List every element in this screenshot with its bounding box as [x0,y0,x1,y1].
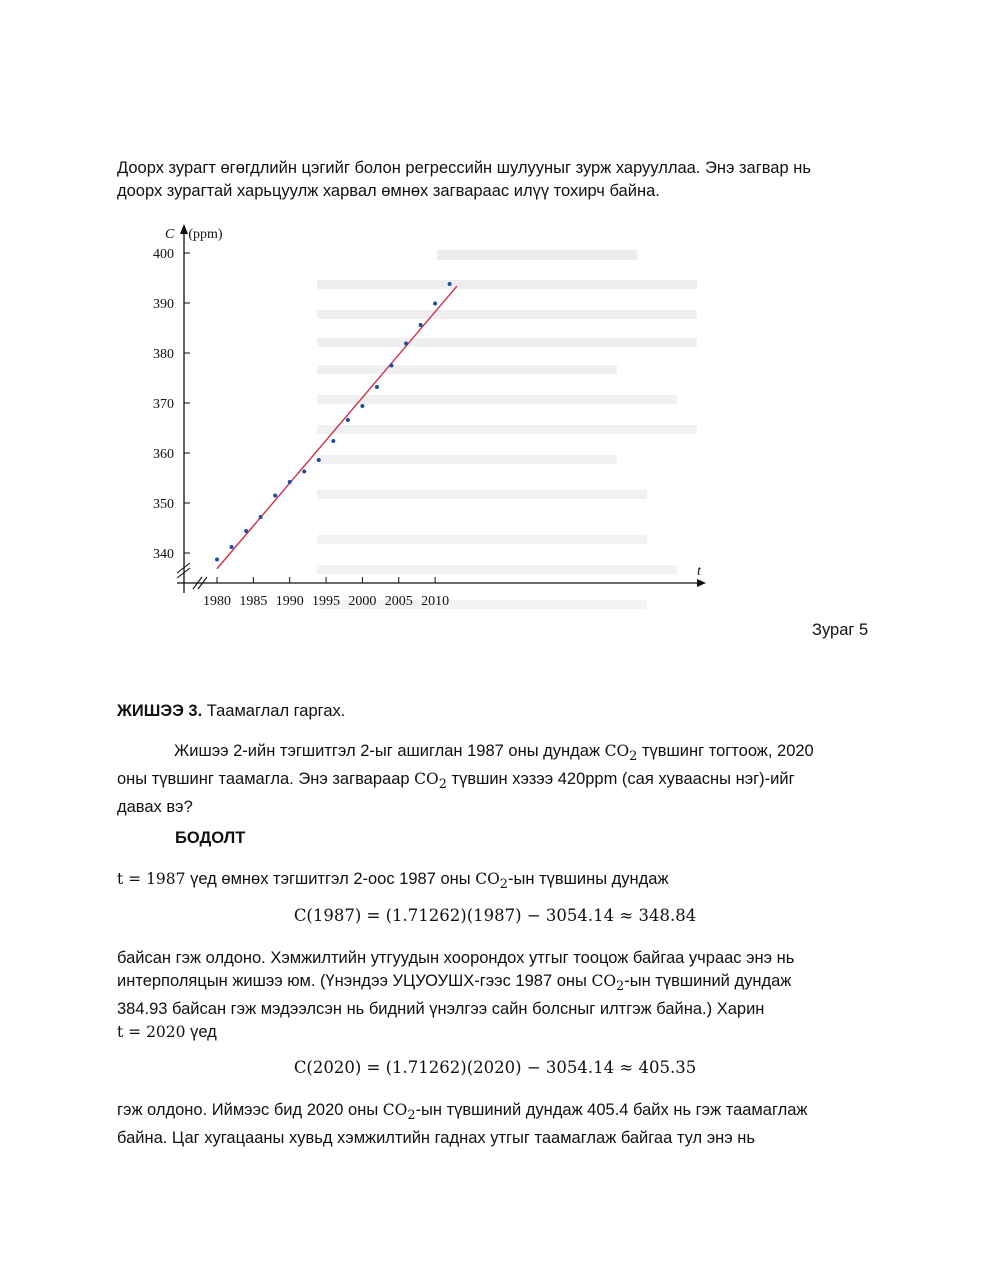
co2-scatter-chart [117,210,717,620]
solution-p3-a: гэж олдоно. Иймээс бид 2020 оны [117,1101,383,1119]
co2-text: CO [475,870,500,888]
x-tick-label: 2010 [421,594,450,609]
solution-line-1 [117,868,877,896]
intro-line-2: доорх зурагтай харьцуулж харвал өмнөх загвараас илүү тохирч байна. [117,182,660,200]
co2-symbol [382,1101,416,1124]
data-point [230,545,234,549]
y-tick-label: 350 [153,497,174,512]
bleed-through-background [317,250,697,609]
co2-sub: 2 [438,777,447,793]
x-tick-label: 1985 [239,594,268,609]
data-point [317,458,321,462]
y-axis-label [165,227,223,242]
data-point [244,529,248,533]
co2-symbol [604,742,638,765]
y-axis-variable: C [165,227,175,242]
solution-p2-a: байсан гэж олдоно. Хэмжилтийн утгуудын хоорондох утгыг тооцож байгаа учраас энэ нь [117,949,795,967]
co2-symbol [475,870,509,893]
y-tick-label: 340 [153,547,174,562]
example-heading [117,700,877,723]
x-axis-arrow [697,579,706,587]
x-tick-label: 2000 [348,594,377,609]
y-axis-unit: (ppm) [188,227,223,242]
figure-caption: Зураг 5 [812,621,869,639]
solution-p2-c: -ын түвшиний дундаж [624,972,792,990]
co2-sub: 2 [499,877,509,893]
co2-symbol [591,972,625,995]
co2-text: CO [591,972,617,990]
example-text-e: давах вэ? [117,798,193,817]
intro-line-1: Доорх зурагт өгөгдлийн цэгийг болон регрессийн шулууныг зурж харууллаа. Энэ загвар нь [117,159,811,177]
data-point [288,480,292,484]
data-point [448,282,452,286]
solution-p2-e: үед [185,1023,217,1042]
x-tick-label: 1990 [275,594,304,609]
co2-sub: 2 [616,979,625,995]
example-text-a: Жишээ 2-ийн тэгшитгэл 2-ыг ашиглан 1987 оны дундаж [174,742,605,760]
data-point [404,342,408,346]
co2-symbol [414,770,447,793]
co2-text: CO [382,1101,408,1119]
co2-sub: 2 [629,749,638,765]
data-point [215,558,219,562]
solution-p2-d: 384.93 байсан гэж мэдээлсэн нь бидний үнэлгээ сайн болсныг илтгэж байна.) Харин [117,1000,765,1019]
example-text-d: түвшин хэзээ 420ppm (сая хуваасны нэг)-ийг [446,770,795,789]
solution-paragraph-2 [117,947,877,1044]
y-tick-label: 370 [153,397,174,412]
t-1987: t = 1987 [117,870,186,888]
data-point [331,439,335,443]
y-tick-label: 360 [153,447,174,462]
data-point [375,385,379,389]
co2-text: CO [414,770,439,789]
example-text-c: оны түвшинг таамагла. Энэ загвараар [117,770,415,789]
data-point [346,418,350,422]
data-point [389,364,393,368]
solution-p2-b: интерполяцын жишээ юм. (Үнэндээ УЦУОУШХ-гээс 1987 оны [117,972,592,990]
x-tick-label: 1995 [312,594,341,609]
data-point [433,302,437,306]
data-point [419,323,423,327]
x-tick-label: 1980 [203,594,231,609]
equation-1987: C(1987) = (1.71262)(1987) − 3054.14 ≈ 348.84 [293,906,697,925]
data-point [273,494,277,498]
y-tick-label: 380 [153,347,174,362]
example-label: ЖИШЭЭ 3. [117,702,203,720]
y-axis-arrow [180,224,188,234]
co2-text: CO [604,742,630,760]
example-text-b: түвшинг тогтоож, 2020 [637,742,814,760]
intro-paragraph [117,157,877,203]
example-title: Таамаглал гаргах. [202,702,346,720]
solution-p3-b: -ын түвшиний дундаж 405.4 байх нь гэж таамаглаж [415,1101,808,1119]
solution-p3-c: байна. Цаг хугацааны хувьд хэмжилтийн гаднах утгыг таамаглаж байгаа тул энэ нь [117,1129,755,1148]
data-point [259,515,263,519]
x-axis-label: t [697,564,701,579]
solution-text-a: үед өмнөх тэгшитгэл 2-оос 1987 оны [185,870,476,888]
t-2020: t = 2020 [117,1023,186,1042]
solution-text-b: -ын түвшины дундаж [508,870,669,888]
x-tick-label: 2005 [384,594,413,609]
solution-paragraph-3 [117,1099,877,1150]
y-tick-label: 390 [153,297,174,312]
example-paragraph [117,740,877,819]
solution-heading: БОДОЛТ [175,829,246,847]
y-tick-label: 400 [153,247,174,262]
co2-sub: 2 [407,1108,416,1124]
data-point [360,404,364,408]
equation-2020: C(2020) = (1.71262)(2020) − 3054.14 ≈ 405.35 [293,1058,697,1077]
data-point [302,470,306,474]
